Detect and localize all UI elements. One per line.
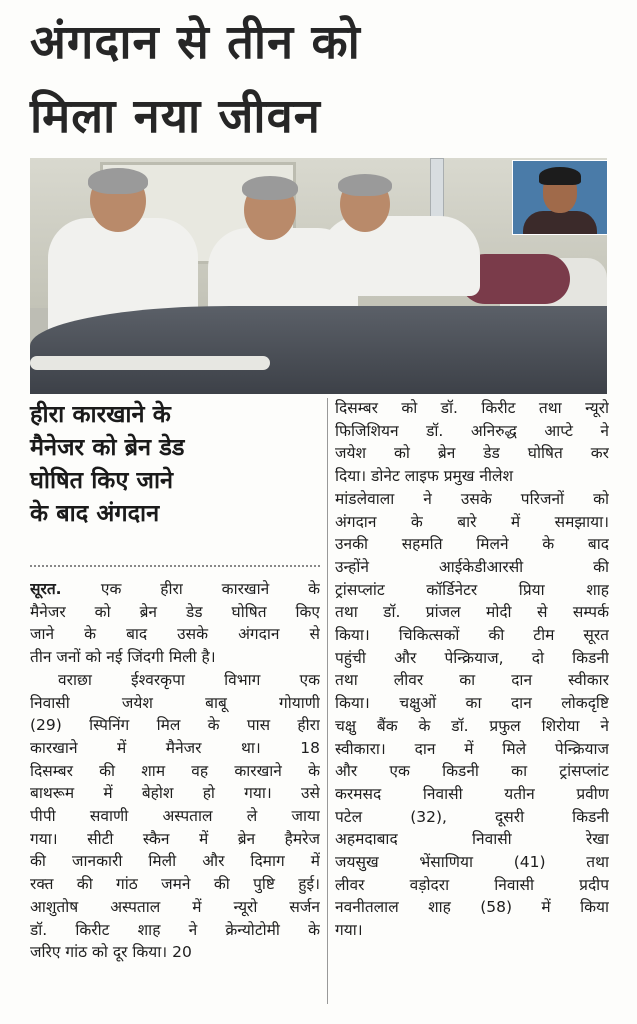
article-line: दिया। डोनेट लाइफ प्रमुख नीलेश <box>335 467 514 486</box>
headline <box>30 6 620 154</box>
article-line: उनकी सहमति मिलने के बाद <box>335 535 609 554</box>
article-line: फिजिशियन डॉ. अनिरुद्ध आप्टे ने <box>335 421 609 440</box>
article-column-1 <box>30 578 320 964</box>
dateline: सूरत. <box>30 580 101 598</box>
article-line: किया। चक्षुओं का दान लोकदृष्टि <box>335 694 609 713</box>
article-line: उन्होंने आईकेडीआरसी की <box>335 557 609 576</box>
article-line: पहुंची और पेन्क्रियाज, दो किडनी <box>335 648 609 667</box>
article-line: तथा डॉ. प्रांजल मोदी से सम्पर्क <box>335 603 609 622</box>
article-line: जरिए गांठ को दूर किया। 20 <box>30 943 192 962</box>
article-line: जाने के बाद उसके अंगदान से <box>30 625 320 644</box>
article-line: लीवर वड़ोदरा निवासी प्रदीप <box>335 875 609 894</box>
article-line: कारखाने में मैनेजर था। 18 <box>30 738 320 757</box>
article-line: आशुतोष अस्पताल में न्यूरो सर्जन <box>30 897 320 916</box>
article-line: गया। सीटी स्कैन में ब्रेन हैमरेज <box>30 829 320 848</box>
article-line: पटेल (32), दूसरी किडनी <box>335 807 609 826</box>
article-line: मैनेजर को ब्रेन डेड घोषित किए <box>30 602 320 621</box>
article-line: जयेश को ब्रेन डेड घोषित कर <box>335 444 609 463</box>
article-line: गया। <box>335 921 363 940</box>
subheadline <box>30 398 320 530</box>
headline-line-2: मिला नया जीवन <box>30 89 321 144</box>
article-line: की जानकारी मिली और दिमाग में <box>30 852 320 871</box>
donor-portrait-photo <box>512 160 608 235</box>
article-line: चक्षु बैंक के डॉ. प्रफुल शिरोया ने <box>335 716 609 735</box>
subheadline-line: हीरा कारखाने के <box>30 400 171 428</box>
subheadline-line: मैनेजर को ब्रेन डेड <box>30 433 185 461</box>
article-line: अहमदाबाद निवासी रेखा <box>335 830 609 849</box>
article-line: डॉ. किरीट शाह ने क्रेन्योटोमी के <box>30 920 320 939</box>
headline-line-1: अंगदान से तीन को <box>30 15 361 70</box>
article-line: (29) स्पिनिंग मिल के पास हीरा <box>30 716 320 735</box>
article-line: रक्त की गांठ जमने की पुष्टि हुई। <box>30 875 320 894</box>
article-line: निवासी जयेश बाबू गोयाणी <box>30 693 320 712</box>
article-line: जयसुख भेंसाणिया (41) तथा <box>335 853 609 872</box>
column-divider <box>327 398 328 1004</box>
article-line: मांडलेवाला ने उसके परिजनों को <box>335 489 609 508</box>
article-line: वराछा ईश्वरकृपा विभाग एक <box>58 670 320 689</box>
article-line <box>30 578 320 601</box>
subheadline-line: घोषित किए जाने <box>30 466 174 494</box>
article-line: दिसम्बर को डॉ. किरीट तथा न्यूरो <box>335 399 609 417</box>
article-line: नवनीतलाल शाह (58) में किया <box>335 898 609 917</box>
article-line: करमसद निवासी यतीन प्रवीण <box>335 784 609 803</box>
article-line: तीन जनों को नई जिंदगी मिली है। <box>30 648 216 667</box>
article-line: अंगदान के बारे में समझाया। <box>335 512 609 531</box>
article-line: बाथरूम में बेहोश हो गया। उसे <box>30 784 320 803</box>
subheadline-line: के बाद अंगदान <box>30 499 160 527</box>
article-line: ट्रांसप्लांट कॉर्डिनेटर प्रिया शाह <box>335 580 609 599</box>
article-line: किया। चिकित्सकों की टीम सूरत <box>335 626 609 645</box>
article-line: दिसम्बर की शाम वह कारखाने के <box>30 761 320 780</box>
article-column-2 <box>335 397 609 942</box>
divider <box>30 565 320 573</box>
article-line-text: एक हीरा कारखाने के <box>100 580 320 598</box>
article-line: पीपी सवाणी अस्पताल ले जाया <box>30 807 320 826</box>
article-line: तथा लीवर का दान स्वीकार <box>335 671 609 690</box>
article-line: स्वीकारा। दान में मिले पेन्क्रियाज <box>335 739 609 758</box>
article-line: और एक किडनी का ट्रांसप्लांट <box>335 762 609 781</box>
